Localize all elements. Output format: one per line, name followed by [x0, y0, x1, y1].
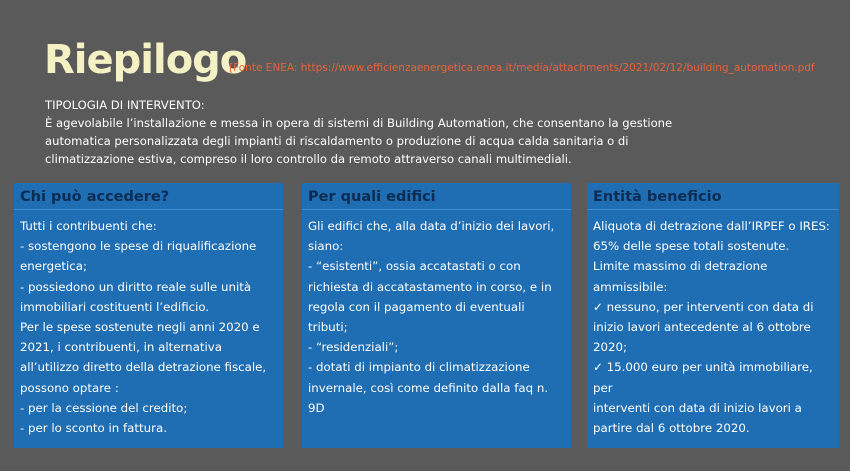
box-title: Entità beneficio	[587, 183, 839, 210]
box-which-buildings	[302, 183, 571, 448]
text-line: - sostengono le spese di riqualificazione	[20, 239, 257, 254]
text-line: tributi;	[308, 320, 348, 335]
text-line: - per la cessione del credito;	[20, 400, 188, 415]
text-line: Gli edifici che, alla data d’inizio dei lavori,	[308, 219, 555, 233]
text-line: 9D	[308, 400, 325, 415]
box-text	[587, 210, 839, 438]
intro-line: climatizzazione estiva, compreso il loro controllo da remoto attraverso canali multimediali.	[45, 152, 572, 166]
text-line: interventi con data di inizio lavori a	[593, 400, 802, 415]
text-line: energetica;	[20, 259, 87, 274]
box-text	[14, 210, 283, 438]
text-line: - possiedono un diritto reale sulle unità	[20, 279, 252, 294]
text-line: ✓ 15.000 euro per unità immobiliare, per	[593, 360, 813, 395]
text-line: inizio lavori antecedente al 6 ottobre	[593, 320, 811, 335]
text-line: - dotati di impianto di climatizzazione	[308, 360, 530, 375]
text-line: Tutti i contribuenti che:	[20, 219, 157, 233]
text-line: Limite massimo di detrazione	[593, 259, 768, 274]
text-line: 2020;	[593, 340, 627, 355]
box-who-can-access	[14, 183, 283, 448]
text-line: - “residenziali”;	[308, 340, 399, 355]
text-line: 2021, i contribuenti, in alternativa	[20, 340, 222, 355]
text-line: invernale, così come definito dalla faq n.	[308, 380, 549, 395]
box-benefit-amount	[587, 183, 839, 448]
text-line: siano:	[308, 239, 344, 254]
text-line: all’utilizzo diretto della detrazione fiscale,	[20, 360, 267, 375]
text-line: ✓ nessuno, per interventi con data di	[593, 299, 814, 314]
text-line: - “esistenti”, ossia accatastati o con	[308, 259, 521, 274]
intro-line: automatica personalizzata degli impianti di riscaldamento o produzione di acqua calda sanitaria o di	[45, 134, 629, 148]
text-line: ammissibile:	[593, 279, 668, 294]
text-line: - per lo sconto in fattura.	[20, 421, 167, 436]
text-line: Per le spese sostenute negli anni 2020 e	[20, 320, 260, 335]
intro-section	[45, 96, 835, 168]
text-line: immobiliari costituenti l’edificio.	[20, 299, 210, 314]
text-line: regola con il pagamento di eventuali	[308, 299, 525, 314]
text-line: Aliquota di detrazione dall’IRPEF o IRES:	[593, 219, 830, 233]
text-line: richiesta di accatastamento in corso, e in	[308, 279, 552, 294]
text-line: 65% delle spese totali sostenute.	[593, 239, 790, 254]
text-line: possono optare :	[20, 380, 119, 395]
intro-line: È agevolabile l’installazione e messa in opera di sistemi di Building Automation, che consentano la gestione	[45, 116, 673, 130]
box-text	[302, 210, 571, 418]
source-reference: [Fonte ENEA: https://www.efficienzaenergetica.enea.it/media/attachments/2021/02/12/building_automation.pdf	[229, 62, 815, 74]
box-title: Per quali edifici	[302, 183, 571, 210]
box-title: Chi può accedere?	[14, 183, 283, 210]
page-title: Riepilogo	[44, 37, 247, 83]
text-line: partire dal 6 ottobre 2020.	[593, 421, 750, 436]
intro-heading: TIPOLOGIA DI INTERVENTO:	[45, 98, 205, 112]
